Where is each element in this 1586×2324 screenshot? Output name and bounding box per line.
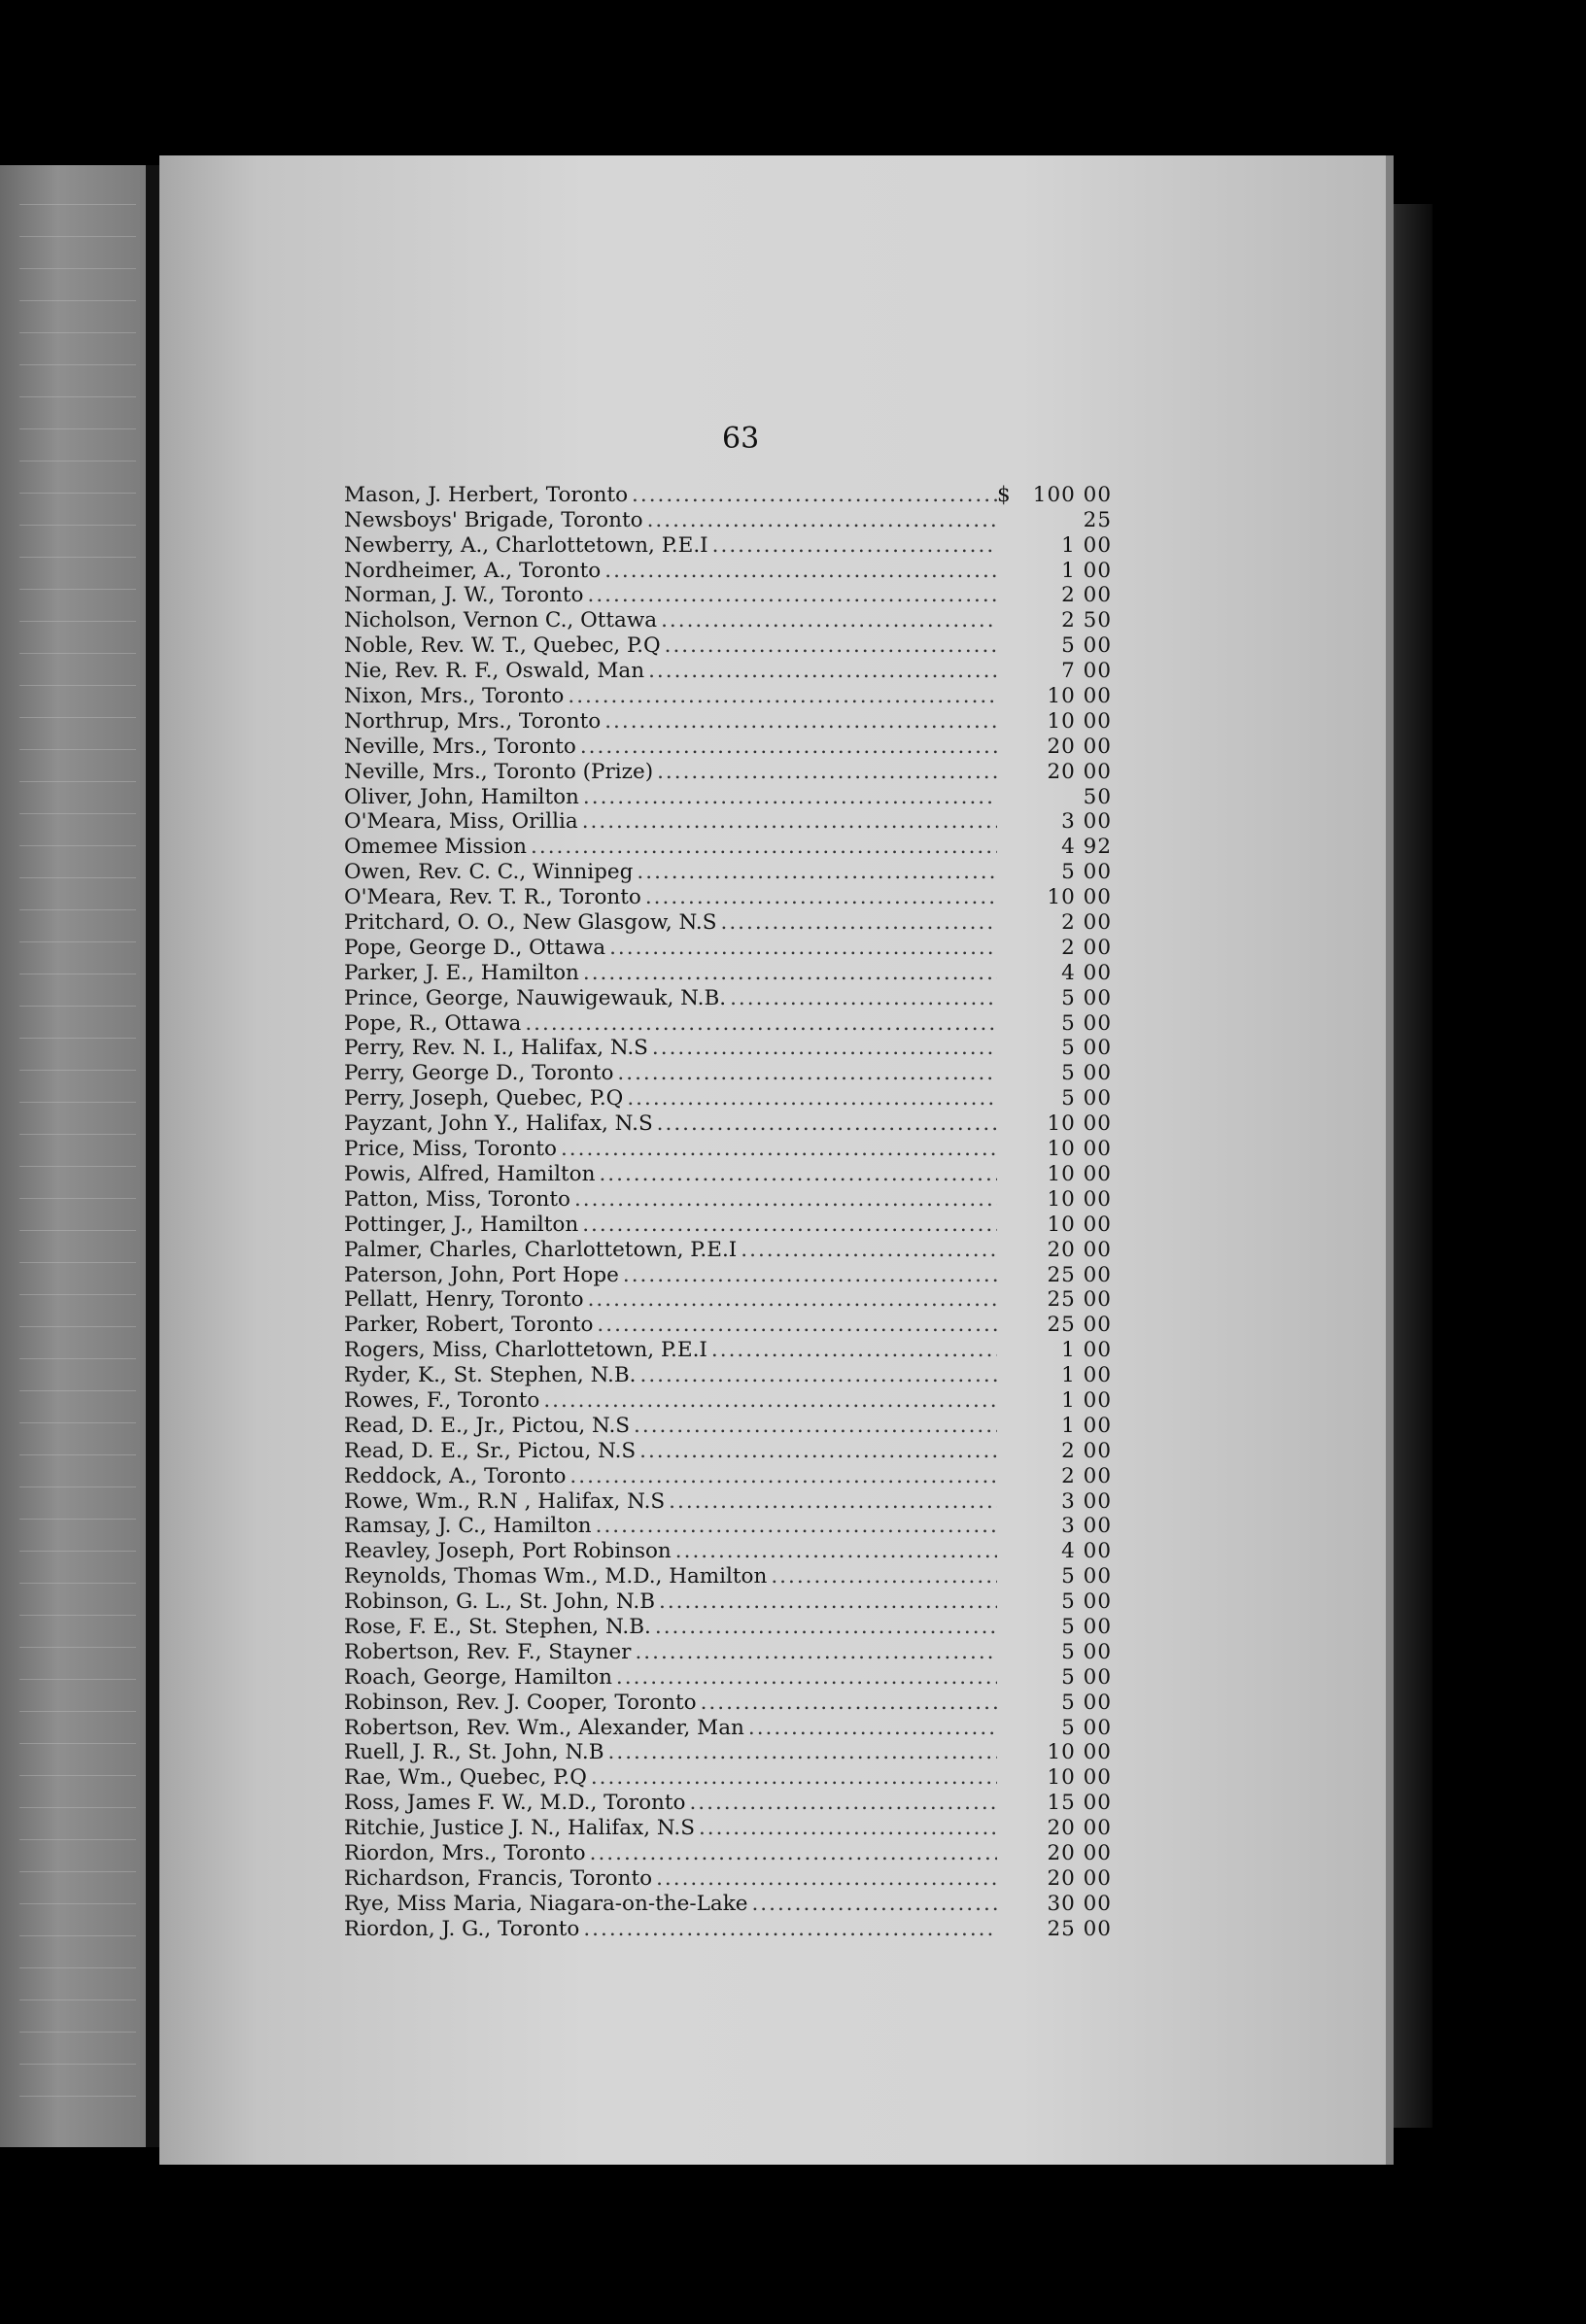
- list-item: [344, 1337, 1112, 1362]
- list-item: [344, 532, 1112, 558]
- facing-page-rule: [19, 749, 136, 750]
- list-item: [344, 1865, 1112, 1891]
- dot-leader: [582, 809, 997, 834]
- donation-amount: 20 00: [1047, 759, 1112, 784]
- donation-amount: 10 00: [1047, 708, 1112, 734]
- dot-leader: [582, 1213, 997, 1237]
- donor-name: Pope, George D., Ottawa: [344, 935, 606, 960]
- donation-amount: 10 00: [1047, 1740, 1112, 1765]
- dot-leader: [647, 508, 997, 532]
- donation-amount: 15 00: [1047, 1791, 1112, 1816]
- donor-name: Neville, Mrs., Toronto (Prize): [344, 759, 654, 784]
- dot-leader: [525, 1011, 997, 1036]
- facing-page-rule: [19, 1775, 136, 1776]
- donor-name: Rye, Miss Maria, Niagara-on-the-Lake: [344, 1891, 748, 1916]
- facing-page-rule: [19, 1070, 136, 1071]
- dot-leader: [583, 961, 997, 985]
- dot-leader: [639, 1439, 997, 1463]
- donation-amount: 1 00: [1061, 1363, 1112, 1388]
- facing-page-rule: [19, 1390, 136, 1391]
- dot-leader: [604, 709, 997, 734]
- dot-leader: [639, 1363, 997, 1387]
- donation-amount: 25 00: [1047, 1287, 1112, 1313]
- currency-sign: $: [997, 482, 1011, 507]
- dot-leader: [543, 1388, 997, 1413]
- list-item: [344, 1312, 1112, 1337]
- donation-amount: 20 00: [1047, 734, 1112, 759]
- list-item: [344, 1212, 1112, 1237]
- donor-name: Oliver, John, Hamilton: [344, 784, 579, 809]
- donor-name: Ruell, J. R., St. John, N.B: [344, 1740, 604, 1765]
- facing-page-rule: [19, 685, 136, 686]
- facing-page-rule: [19, 300, 136, 301]
- donor-name: Pottinger, J., Hamilton: [344, 1212, 579, 1237]
- list-item: [344, 960, 1112, 985]
- list-item: [344, 834, 1112, 859]
- facing-page-rule: [19, 1198, 136, 1199]
- donor-name: Mason, J. Herbert, Toronto: [344, 482, 629, 507]
- donation-amount: 10 00: [1047, 1765, 1112, 1791]
- facing-page-rule: [19, 2096, 136, 2097]
- list-item: [344, 1815, 1112, 1840]
- list-item: [344, 935, 1112, 960]
- facing-page-rule: [19, 1871, 136, 1872]
- list-item: [344, 658, 1112, 683]
- donor-name: Nicholson, Vernon C., Ottawa: [344, 608, 658, 633]
- dot-leader: [609, 936, 997, 960]
- donation-amount: 1 00: [1061, 558, 1112, 583]
- donor-name: Nixon, Mrs., Toronto: [344, 684, 565, 709]
- facing-page-edge: [0, 165, 146, 2147]
- donation-amount: 2 00: [1061, 583, 1112, 608]
- donation-amount: 20 00: [1047, 1816, 1112, 1841]
- facing-page-rule: [19, 1999, 136, 2000]
- dot-leader: [657, 1111, 997, 1136]
- donation-amount: 4 92: [1061, 835, 1112, 860]
- list-item: [344, 1136, 1112, 1161]
- donation-amount: 25 00: [1047, 1262, 1112, 1287]
- list-item: [344, 558, 1112, 583]
- facing-page-rule: [19, 1967, 136, 1968]
- donor-name: Newberry, A., Charlottetown, P.E.I: [344, 532, 708, 558]
- list-item: [344, 1237, 1112, 1262]
- donor-name: Ritchie, Justice J. N., Halifax, N.S: [344, 1816, 695, 1841]
- dot-leader: [655, 1615, 997, 1639]
- donation-amount: 5 00: [1061, 1564, 1112, 1589]
- list-item: [344, 583, 1112, 608]
- donor-name: Rowes, F., Toronto: [344, 1387, 540, 1413]
- list-item: [344, 809, 1112, 835]
- donation-amount: 20 00: [1047, 1865, 1112, 1891]
- donor-name: Perry, Rev. N. I., Halifax, N.S: [344, 1036, 648, 1061]
- dot-leader: [574, 1187, 997, 1212]
- donor-name: Northrup, Mrs., Toronto: [344, 708, 602, 734]
- donor-name: O'Meara, Miss, Orillia: [344, 809, 578, 835]
- facing-page-rule: [19, 813, 136, 814]
- list-item: [344, 1690, 1112, 1715]
- facing-page-rule: [19, 1454, 136, 1455]
- list-item: [344, 784, 1112, 809]
- donation-amount: 2 00: [1061, 935, 1112, 960]
- donor-name: Roach, George, Hamilton: [344, 1664, 612, 1690]
- facing-page-rule: [19, 204, 136, 205]
- facing-page-rule: [19, 525, 136, 526]
- facing-page-rule: [19, 1935, 136, 1936]
- donor-name: Patton, Miss, Toronto: [344, 1186, 570, 1212]
- dot-leader: [720, 910, 997, 935]
- list-item: [344, 1413, 1112, 1438]
- facing-page-rule: [19, 1262, 136, 1263]
- dot-leader: [583, 785, 997, 809]
- list-item: [344, 1589, 1112, 1614]
- list-item: [344, 1085, 1112, 1111]
- donor-name: Robinson, Rev. J. Cooper, Toronto: [344, 1690, 697, 1715]
- donation-amount: 100 00: [1032, 482, 1112, 507]
- donor-name: Reddock, A., Toronto: [344, 1463, 567, 1488]
- donation-amount: 2 00: [1061, 1438, 1112, 1463]
- donation-amount: 30 00: [1047, 1891, 1112, 1916]
- donation-amount: 5 00: [1061, 860, 1112, 885]
- donor-name: Reynolds, Thomas Wm., M.D., Hamilton: [344, 1564, 768, 1589]
- donation-amount: 20 00: [1047, 1840, 1112, 1865]
- dot-leader: [635, 1640, 997, 1664]
- facing-page-rule: [19, 236, 136, 237]
- donation-amount: 4 00: [1061, 960, 1112, 985]
- donation-amount: 10 00: [1047, 1111, 1112, 1137]
- list-item: [344, 1514, 1112, 1539]
- dot-leader: [656, 1866, 997, 1891]
- dot-leader: [675, 1539, 997, 1563]
- donor-name: Richardson, Francis, Toronto: [344, 1865, 653, 1891]
- dot-leader: [652, 1036, 997, 1060]
- facing-page-rule: [19, 845, 136, 846]
- donor-name: Read, D. E., Jr., Pictou, N.S: [344, 1413, 631, 1438]
- list-item: [344, 1764, 1112, 1790]
- donation-amount: 5 00: [1061, 985, 1112, 1010]
- donation-amount: 10 00: [1047, 1137, 1112, 1162]
- facing-page-rule: [19, 1679, 136, 1680]
- donation-amount: 5 00: [1061, 1639, 1112, 1664]
- donation-amount: 25 00: [1047, 1313, 1112, 1338]
- list-item: [344, 1262, 1112, 1287]
- facing-page-rule: [19, 877, 136, 878]
- donation-amount: 4 00: [1061, 1539, 1112, 1564]
- dot-leader: [583, 1917, 997, 1941]
- facing-page-rule: [19, 1006, 136, 1007]
- list-item: [344, 909, 1112, 935]
- dot-leader: [657, 760, 997, 784]
- donor-name: Newsboys' Brigade, Toronto: [344, 507, 643, 532]
- dot-leader: [689, 1791, 997, 1815]
- donor-name: Powis, Alfred, Hamilton: [344, 1161, 596, 1186]
- facing-page-rule: [19, 2064, 136, 2065]
- facing-page-rule: [19, 1102, 136, 1103]
- donor-name: Ross, James F. W., M.D., Toronto: [344, 1791, 686, 1816]
- list-item: [344, 1891, 1112, 1916]
- dot-leader: [568, 684, 997, 708]
- facing-page-rule: [19, 717, 136, 718]
- facing-page-rule: [19, 268, 136, 269]
- page-stack-edge: [1394, 204, 1432, 2128]
- dot-leader: [580, 735, 997, 759]
- list-item: [344, 1111, 1112, 1136]
- dot-leader: [588, 1287, 997, 1312]
- facing-page-rule: [19, 1230, 136, 1231]
- facing-page-rule: [19, 1134, 136, 1135]
- donor-name: Paterson, John, Port Hope: [344, 1262, 619, 1287]
- donation-amount: 10 00: [1047, 1212, 1112, 1237]
- facing-page-rule: [19, 1422, 136, 1423]
- list-item: [344, 1362, 1112, 1387]
- facing-page-rule: [19, 589, 136, 590]
- dot-leader: [645, 885, 997, 909]
- list-item: [344, 884, 1112, 909]
- facing-page-rule: [19, 1743, 136, 1744]
- dot-leader: [599, 1162, 997, 1186]
- donor-name: Palmer, Charles, Charlottetown, P.E.I: [344, 1237, 738, 1262]
- donation-amount: 5 00: [1061, 1589, 1112, 1615]
- donation-amount: 2 00: [1061, 1463, 1112, 1488]
- dot-leader: [665, 633, 997, 658]
- donor-name: Perry, George D., Toronto: [344, 1061, 614, 1086]
- donation-amount: 3 00: [1061, 809, 1112, 835]
- list-item: [344, 1463, 1112, 1488]
- list-item: [344, 607, 1112, 632]
- donor-name: Reavley, Joseph, Port Robinson: [344, 1539, 672, 1564]
- facing-page-rule: [19, 1807, 136, 1808]
- dot-leader: [699, 1816, 997, 1840]
- donation-amount: 7 00: [1061, 659, 1112, 684]
- donor-name: Pope, R., Ottawa: [344, 1010, 522, 1036]
- donor-name: Perry, Joseph, Quebec, P.Q: [344, 1086, 624, 1111]
- facing-page-rule: [19, 332, 136, 333]
- subscription-list: [344, 482, 1112, 1941]
- list-item: [344, 507, 1112, 532]
- dot-leader: [741, 1238, 997, 1262]
- donation-amount: 10 00: [1047, 684, 1112, 709]
- list-item: [344, 1488, 1112, 1514]
- donor-name: Riordon, Mrs., Toronto: [344, 1840, 586, 1865]
- list-item: [344, 1287, 1112, 1313]
- donor-name: Neville, Mrs., Toronto: [344, 734, 576, 759]
- dot-leader: [623, 1263, 997, 1287]
- list-item: [344, 1060, 1112, 1085]
- donor-name: Ramsay, J. C., Hamilton: [344, 1514, 592, 1539]
- list-item: [344, 708, 1112, 734]
- facing-page-rule: [19, 621, 136, 622]
- donation-amount: 20 00: [1047, 1237, 1112, 1262]
- list-item: [344, 1538, 1112, 1563]
- list-item: [344, 985, 1112, 1010]
- donation-amount: 5 00: [1061, 1664, 1112, 1690]
- donor-name: Noble, Rev. W. T., Quebec, P.Q: [344, 633, 661, 659]
- list-item: [344, 1840, 1112, 1865]
- facing-page-rule: [19, 2032, 136, 2033]
- donor-name: Ryder, K., St. Stephen, N.B.: [344, 1363, 637, 1388]
- donor-name: Rose, F. E., St. Stephen, N.B.: [344, 1614, 651, 1639]
- facing-page-rule: [19, 1166, 136, 1167]
- donation-amount: 1 00: [1061, 1387, 1112, 1413]
- dot-leader: [711, 1338, 997, 1362]
- donation-amount: 1 00: [1061, 532, 1112, 558]
- dot-leader: [604, 559, 997, 583]
- facing-page-rule: [19, 653, 136, 654]
- facing-page-rule: [19, 1358, 136, 1359]
- list-item: [344, 683, 1112, 708]
- dot-leader: [730, 986, 997, 1010]
- dot-leader: [669, 1489, 997, 1514]
- donor-name: Rowe, Wm., R.N , Halifax, N.S: [344, 1488, 666, 1514]
- donor-name: Robertson, Rev. F., Stayner: [344, 1639, 632, 1664]
- dot-leader: [632, 483, 997, 507]
- facing-page-rule: [19, 364, 136, 365]
- dot-leader: [597, 1313, 997, 1337]
- dot-leader: [634, 1414, 997, 1438]
- donation-amount: 5 00: [1061, 633, 1112, 659]
- facing-page-rule: [19, 493, 136, 494]
- donor-name: Rae, Wm., Quebec, P.Q: [344, 1765, 587, 1791]
- list-item: [344, 482, 1112, 507]
- list-item: [344, 632, 1112, 658]
- dot-leader: [659, 1589, 997, 1614]
- donation-amount: 1 00: [1061, 1338, 1112, 1363]
- dot-leader: [748, 1716, 997, 1740]
- donor-name: Price, Miss, Toronto: [344, 1137, 557, 1162]
- facing-page-rule: [19, 1839, 136, 1840]
- donor-name: Rogers, Miss, Charlottetown, P.E.I: [344, 1338, 707, 1363]
- dot-leader: [587, 583, 997, 607]
- list-item: [344, 1186, 1112, 1212]
- facing-page-rule: [19, 557, 136, 558]
- dot-leader: [771, 1564, 997, 1589]
- list-item: [344, 1563, 1112, 1589]
- list-item: [344, 1916, 1112, 1941]
- list-item: [344, 1387, 1112, 1413]
- donation-amount: 5 00: [1061, 1614, 1112, 1639]
- list-item: [344, 759, 1112, 784]
- dot-leader: [648, 659, 997, 683]
- dot-leader: [591, 1765, 997, 1790]
- dot-leader: [616, 1665, 997, 1690]
- dot-leader: [751, 1892, 997, 1916]
- donor-name: Robertson, Rev. Wm., Alexander, Man: [344, 1715, 744, 1740]
- donation-amount: 2 00: [1061, 910, 1112, 936]
- dot-leader: [590, 1841, 997, 1865]
- book-gutter: [146, 165, 159, 2147]
- donation-amount: 5 00: [1061, 1010, 1112, 1036]
- donation-amount: 5 00: [1061, 1036, 1112, 1061]
- facing-page-rule: [19, 1326, 136, 1327]
- donation-amount: 5 00: [1061, 1061, 1112, 1086]
- donation-amount: 3 00: [1061, 1488, 1112, 1514]
- list-item: [344, 1010, 1112, 1036]
- dot-leader: [701, 1691, 997, 1715]
- list-item: [344, 1790, 1112, 1815]
- dot-leader: [531, 835, 997, 859]
- list-item: [344, 1664, 1112, 1690]
- donor-name: Nordheimer, A., Toronto: [344, 558, 602, 583]
- facing-page-rule: [19, 941, 136, 942]
- facing-page-rule: [19, 1551, 136, 1552]
- facing-page-rule: [19, 428, 136, 429]
- donation-amount: 5 00: [1061, 1715, 1112, 1740]
- list-item: [344, 859, 1112, 884]
- facing-page-rule: [19, 1519, 136, 1520]
- list-item: [344, 1639, 1112, 1664]
- dot-leader: [712, 533, 997, 558]
- dot-leader: [661, 608, 997, 632]
- facing-page-rule: [19, 1294, 136, 1295]
- list-item: [344, 1614, 1112, 1639]
- donor-name: Parker, J. E., Hamilton: [344, 960, 579, 985]
- facing-page-rule: [19, 1647, 136, 1648]
- list-item: [344, 1161, 1112, 1186]
- donation-amount: 10 00: [1047, 1161, 1112, 1186]
- facing-page-rule: [19, 1038, 136, 1039]
- donor-name: Robinson, G. L., St. John, N.B: [344, 1589, 656, 1615]
- page-number: 63: [722, 422, 760, 456]
- donor-name: Pritchard, O. O., New Glasgow, N.S: [344, 910, 717, 936]
- donation-amount: 25 00: [1047, 1916, 1112, 1941]
- dot-leader: [561, 1137, 997, 1161]
- facing-page-rule: [19, 1711, 136, 1712]
- donation-amount: 1 00: [1061, 1413, 1112, 1438]
- donation-amount: 10 00: [1047, 885, 1112, 910]
- donor-name: Payzant, John Y., Halifax, N.S: [344, 1111, 653, 1137]
- donation-amount: 2 50: [1061, 608, 1112, 633]
- facing-page-rule: [19, 1615, 136, 1616]
- donor-name: O'Meara, Rev. T. R., Toronto: [344, 885, 641, 910]
- list-item: [344, 1715, 1112, 1740]
- donor-name: Read, D. E., Sr., Pictou, N.S: [344, 1438, 637, 1463]
- donor-name: Parker, Robert, Toronto: [344, 1313, 594, 1338]
- donor-name: Riordon, J. G., Toronto: [344, 1916, 580, 1941]
- donor-name: Omemee Mission: [344, 835, 528, 860]
- donation-amount: 10 00: [1047, 1186, 1112, 1212]
- list-item: [344, 1036, 1112, 1061]
- donation-amount: 3 00: [1061, 1514, 1112, 1539]
- donor-name: Nie, Rev. R. F., Oswald, Man: [344, 659, 645, 684]
- donation-amount: 25: [1083, 507, 1112, 532]
- facing-page-rule: [19, 781, 136, 782]
- facing-page-rule: [19, 1583, 136, 1584]
- list-item: [344, 734, 1112, 759]
- donor-name: Owen, Rev. C. C., Winnipeg: [344, 860, 634, 885]
- facing-page-rule: [19, 1903, 136, 1904]
- facing-page-rule: [19, 396, 136, 397]
- donation-amount: 5 00: [1061, 1086, 1112, 1111]
- dot-leader: [637, 860, 997, 884]
- dot-leader: [617, 1061, 997, 1085]
- list-item: [344, 1438, 1112, 1463]
- donor-name: Prince, George, Nauwigewauk, N.B.: [344, 985, 727, 1010]
- facing-page-rule: [19, 909, 136, 910]
- dot-leader: [608, 1740, 997, 1764]
- donor-name: Norman, J. W., Toronto: [344, 583, 584, 608]
- dot-leader: [596, 1514, 997, 1538]
- donation-amount: 50: [1083, 784, 1112, 809]
- donor-name: Pellatt, Henry, Toronto: [344, 1287, 584, 1313]
- list-item: [344, 1740, 1112, 1765]
- dot-leader: [627, 1086, 997, 1111]
- dot-leader: [569, 1464, 997, 1488]
- donation-amount: 5 00: [1061, 1690, 1112, 1715]
